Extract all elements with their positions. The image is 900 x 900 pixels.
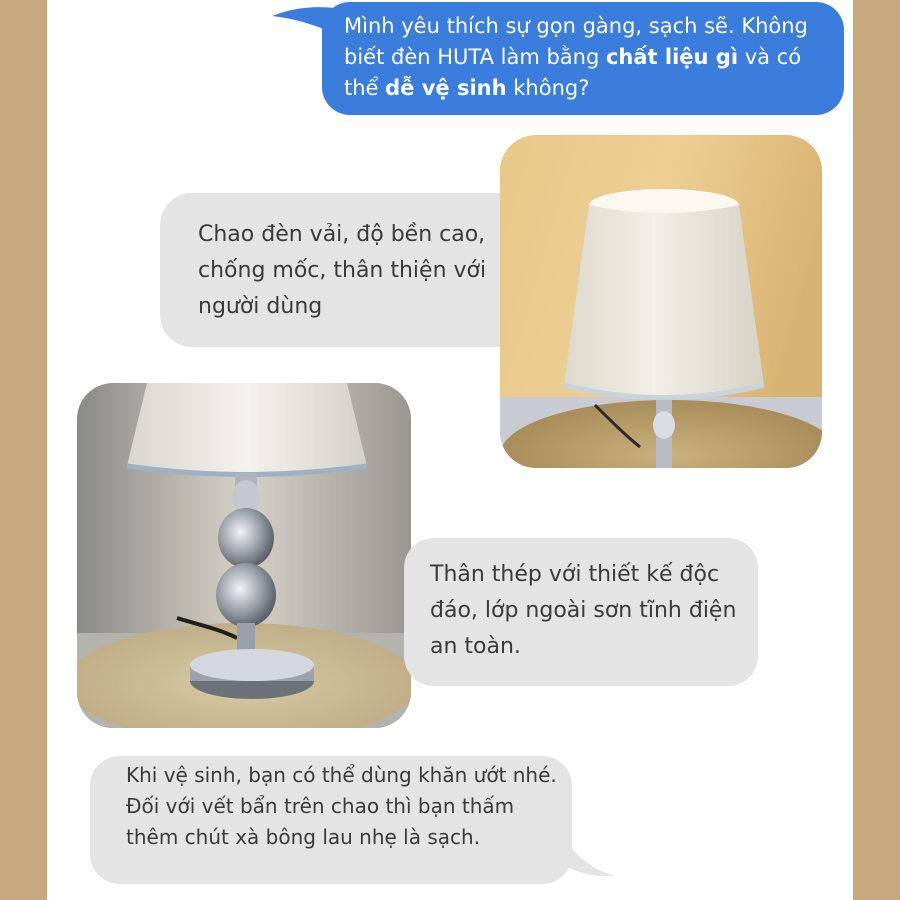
user-message-bold-material: chất liệu gì [605, 45, 739, 69]
reply-bubble-cleaning [90, 756, 572, 884]
lamp-base-photo [77, 383, 411, 728]
reply-shade-text: Chao đèn vải, độ bền cao, chống mốc, thân thiện với người dùng [198, 222, 487, 319]
user-message-bold-clean: dễ vệ sinh [385, 76, 507, 100]
user-message-text: Mình yêu thích sự gọn gàng, sạch sẽ. Không biết đèn HUTA làm bằng [344, 14, 808, 69]
reply-bubble-body [404, 538, 758, 686]
reply-body-text: Thân thép với thiết kế độc đáo, lớp ngoài sơn tĩnh điện an toàn. [430, 562, 737, 659]
reply-bubble-shade [160, 193, 530, 347]
user-message-text-2: và có thể [344, 45, 802, 100]
reply-cleaning-text: Khi vệ sinh, bạn có thể dùng khăn ướt nhé. Đối với vết bẩn trên chao thì bạn thấm thêm chút xà bông lau nhẹ là sạch. [126, 763, 557, 849]
user-message-bubble [322, 2, 844, 115]
reply-bubble-tail [555, 838, 615, 878]
lamp-shade-photo [500, 135, 822, 468]
user-message-text-3: không? [506, 76, 590, 100]
